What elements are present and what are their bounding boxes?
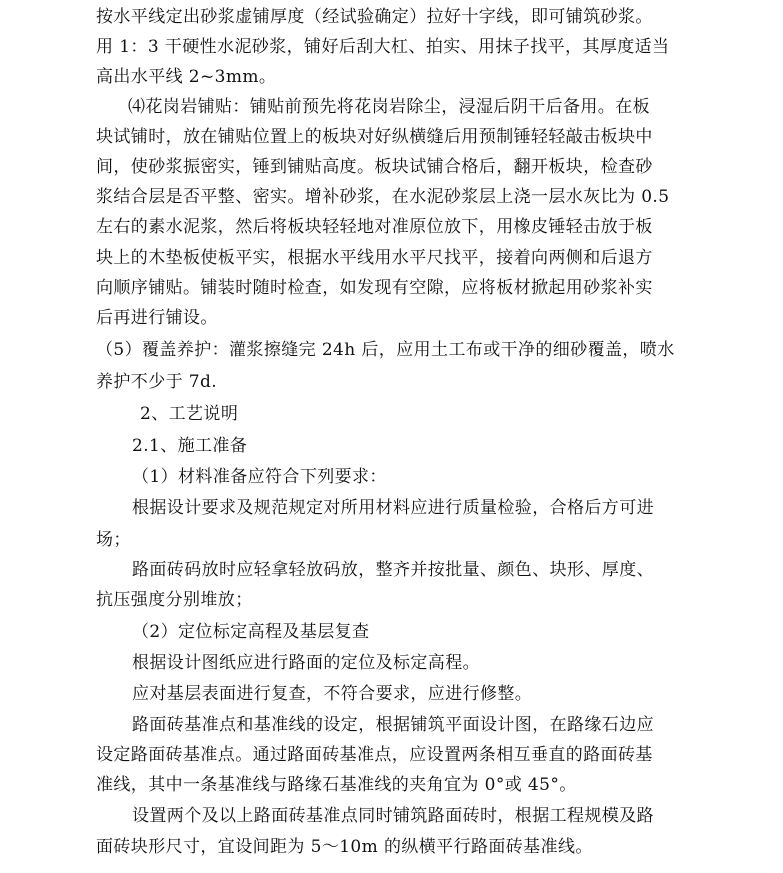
text-line: 后再进行铺设。 — [96, 308, 218, 328]
text-line: 浆结合层是否平整、密实。增补砂浆，在水泥砂浆层上浇一层水灰比为 0.5 — [96, 187, 670, 207]
text-line: 根据设计图纸应进行路面的定位及标定高程。 — [132, 653, 480, 673]
text-line: 抗压强度分别堆放； — [96, 590, 253, 610]
subsection-heading: 2.1、施工准备 — [132, 436, 248, 456]
text-line: 路面砖码放时应轻拿轻放码放，整齐并按批量、颜色、块形、厚度、 — [132, 560, 654, 580]
text-line: （5）覆盖养护：灌浆擦缝完 24h 后，应用土工布或干净的细砂覆盖，喷水 — [96, 340, 675, 360]
text-line: 设置两个及以上路面砖基准点同时铺筑路面砖时，根据工程规模及路 — [132, 806, 654, 826]
text-line: 养护不少于 7d. — [96, 372, 218, 392]
text-line: （1）材料准备应符合下列要求： — [132, 467, 387, 487]
text-line: 路面砖基准点和基准线的设定，根据铺筑平面设计图，在路缘石边应 — [132, 715, 654, 735]
text-line: 面砖块形尺寸，宜设间距为 5～10m 的纵横平行路面砖基准线。 — [96, 837, 593, 857]
text-line: 块试铺时，放在铺贴位置上的板块对好纵横缝后用预制锤轻轻敲击板块中 — [96, 127, 653, 147]
text-line: （2）定位标定高程及基层复查 — [132, 622, 370, 642]
text-line: 左右的素水泥浆，然后将板块轻轻地对准原位放下，用橡皮锤轻击放于板 — [96, 217, 653, 237]
text-line: 高出水平线 2~3mm。 — [96, 67, 277, 87]
text-line: 间，使砂浆振密实，锤到铺贴高度。板块试铺合格后，翻开板块，检查砂 — [96, 157, 653, 177]
text-line: 向顺序铺贴。铺装时随时检查，如发现有空隙，应将板材掀起用砂浆补实 — [96, 278, 653, 298]
section-heading: 2、工艺说明 — [140, 404, 239, 424]
text-line: 准线，其中一条基准线与路缘石基准线的夹角宜为 0°或 45°。 — [96, 775, 577, 795]
text-line: 块上的木垫板使板平实，根据水平线用水平尺找平，接着向两侧和后退方 — [96, 248, 653, 268]
text-line: ⑷花岗岩铺贴：铺贴前预先将花岗岩除尘，浸湿后阴干后备用。在板 — [128, 97, 650, 117]
text-line: 应对基层表面进行复查，不符合要求，应进行修整。 — [132, 684, 533, 704]
text-line: 根据设计要求及规范规定对所用材料应进行质量检验，合格后方可进 — [132, 498, 654, 518]
text-line: 按水平线定出砂浆虚铺厚度（经试验确定）拉好十字线，即可铺筑砂浆。 — [96, 7, 653, 27]
text-line: 场； — [96, 530, 131, 550]
text-line: 用 1：3 干硬性水泥砂浆，铺好后刮大杠、拍实、用抹子找平，其厚度适当 — [96, 37, 670, 57]
text-line: 设定路面砖基准点。通过路面砖基准点，应设置两条相互垂直的路面砖基 — [96, 745, 653, 765]
